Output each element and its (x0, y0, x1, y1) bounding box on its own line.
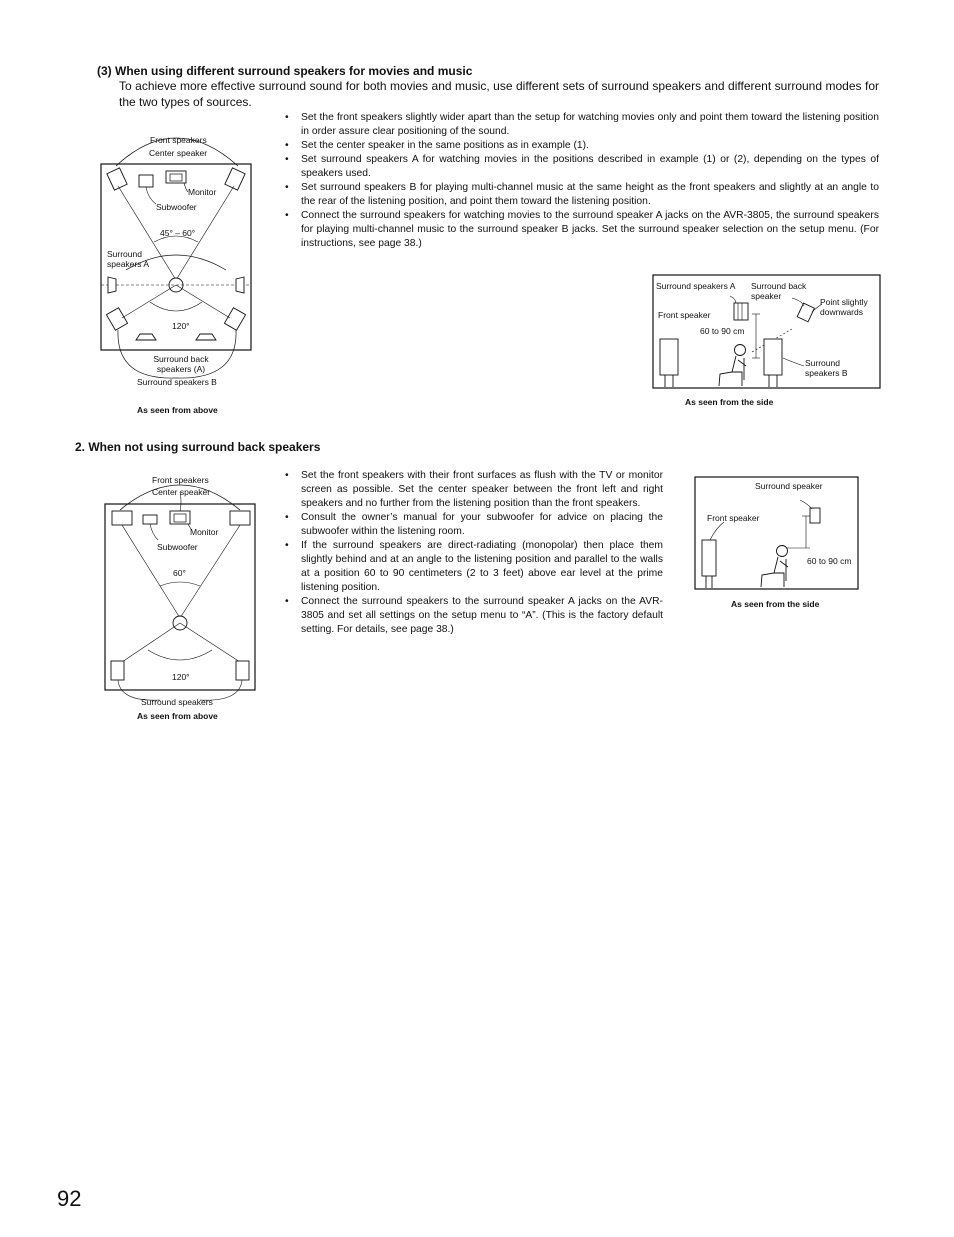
rear-right-sightline (176, 285, 230, 318)
front-pointer (710, 522, 724, 540)
label-surround-b: Surround speakers B (137, 377, 217, 387)
caption-top-view-3: As seen from above (137, 405, 218, 415)
label-angle-front-2: 60° (173, 568, 186, 578)
bullet-item: • Set surround speakers A for watching movies in the positions described in example (1) or (2), depending on the types of speakers used. (284, 153, 879, 181)
subwoofer-pointer (146, 187, 156, 204)
page-number: 92 (57, 1186, 82, 1211)
label-height-side: 60 to 90 cm (700, 326, 745, 336)
caption-top-view-2: As seen from above (137, 711, 218, 721)
surround-b-pointer (783, 358, 804, 366)
label-subwoofer: Subwoofer (156, 202, 197, 212)
surround-b-icon (764, 339, 782, 375)
label-surround-back: Surround back speakers (A) (153, 354, 209, 374)
front-speaker-left-icon (112, 511, 132, 525)
label-point-down: Point slightly downwards (820, 297, 868, 317)
label-angle-front: 45° – 60° (160, 228, 196, 238)
label-center-speaker-2: Center speaker (152, 487, 211, 497)
label-height-side-2: 60 to 90 cm (807, 556, 852, 566)
rear-right-sightline (180, 623, 240, 662)
bullet-item: • If the surround speakers are direct-radiating (monopolar) then place them slightly behind and at an angle to the listening position and parallel to the walls at a position 60 to 90 centimeters (2 to 3 feet) above ear level at the prime listening position. (284, 539, 663, 595)
label-subwoofer-2: Subwoofer (157, 542, 198, 552)
subwoofer-icon (139, 175, 153, 187)
label-surround-b-side: Surround speakers B (805, 358, 848, 378)
bullet-item: • Set surround speakers B for playing multi-channel music at the same height as the front speakers and slightly at an angle to the rear of the listening position, and point them toward the listening position. (284, 181, 879, 209)
surround-a-right-icon (236, 277, 244, 293)
listener-head-icon (735, 345, 746, 356)
room-outline (695, 477, 858, 589)
section-3-intro: To achieve more effective surround sound for both movies and music, use different sets of surround speakers and different surround modes for the two types of sources. (119, 79, 879, 109)
surround-back-left-icon (136, 334, 156, 340)
room-outline (105, 504, 255, 690)
listener-head-icon (777, 546, 788, 557)
surround-a-left-icon (108, 277, 116, 293)
bullet-item: • Set the center speaker in the same positions as in example (1). (284, 139, 879, 153)
bullet-item: • Consult the owner’s manual for your subwoofer for advice on placing the subwoofer within the listening room. (284, 511, 663, 539)
section-3-bullets (284, 111, 879, 251)
label-angle-rear: 120° (172, 321, 190, 331)
label-monitor: Monitor (188, 187, 217, 197)
section-2-bullets (284, 469, 663, 637)
listener-body-icon (719, 356, 746, 386)
label-center-speaker: Center speaker (149, 148, 208, 158)
subwoofer-pointer (150, 524, 158, 540)
caption-side-view-3: As seen from the side (685, 397, 774, 407)
surround-right-icon (236, 661, 249, 680)
bullet-item: • Connect the surround speakers to the surround speaker A jacks on the AVR-3805 and set all settings on the setup menu to “A”. (This is the factory default setting. For details, see page 38.) (284, 595, 663, 637)
surround-back-icon (797, 303, 814, 322)
label-surround-2: Surround speakers (141, 697, 213, 707)
label-surround-a: Surround speakers A (107, 249, 150, 269)
label-front-speakers-2: Front speakers (152, 475, 209, 485)
front-speaker-icon (702, 540, 716, 576)
surround-back-right-icon (196, 334, 216, 340)
front-left-sightline (122, 525, 180, 618)
listener-body-icon (761, 557, 788, 587)
surround-a-icon (734, 303, 748, 320)
front-right-sightline (180, 525, 240, 618)
section-3-heading: (3) When using different surround speakers for movies and music (97, 64, 473, 78)
surround-left-icon (111, 661, 124, 680)
surround-b-right-icon (224, 308, 245, 331)
bullet-item: • Set the front speakers with their front surfaces as flush with the TV or monitor screen as possible. Set the center speaker between the front left and right speakers and no further from the listening position than the front speakers. (284, 469, 663, 511)
surround-b-left-icon (106, 308, 127, 331)
front-speaker-icon (660, 339, 678, 375)
label-angle-rear-2: 120° (172, 672, 190, 682)
label-monitor-2: Monitor (190, 527, 219, 537)
rear-angle-arc (150, 302, 202, 311)
section-2-heading: 2. When not using surround back speakers (75, 440, 321, 454)
label-surround-speaker-side-2: Surround speaker (755, 481, 823, 491)
rear-angle-arc (148, 650, 212, 660)
surround-a-pointer (730, 296, 736, 303)
front-speaker-left-icon (107, 168, 127, 190)
label-front-speaker-side-2: Front speaker (707, 513, 760, 523)
side-view-diagram-2 (694, 476, 860, 591)
front-speaker-right-icon (225, 168, 245, 190)
rear-left-sightline (122, 285, 176, 318)
top-view-diagram-2 (100, 470, 262, 702)
front-angle-arc (160, 582, 200, 586)
subwoofer-icon (143, 515, 157, 524)
rear-left-sightline (122, 623, 180, 662)
bullet-item: • Connect the surround speakers for watching movies to the surround speaker A jacks on the AVR-3805, the surround speakers for playing multi-channel music to the surround speaker B jacks. Set the surround speaker selection on the setup menu. (For instructions, see page 38.) (284, 209, 879, 251)
caption-side-view-2: As seen from the side (731, 599, 820, 609)
label-surround-back-side: Surround back speaker (751, 281, 807, 301)
front-speaker-right-icon (230, 511, 250, 525)
bullet-item: • Set the front speakers slightly wider apart than the setup for watching movies only and point them toward the listening position in order assure clear positioning of the sound. (284, 111, 879, 139)
label-front-speakers: Front speakers (150, 135, 207, 145)
label-front-speaker-side: Front speaker (658, 310, 711, 320)
surround-speaker-icon (810, 508, 820, 523)
label-surround-a-side: Surround speakers A (656, 281, 736, 291)
